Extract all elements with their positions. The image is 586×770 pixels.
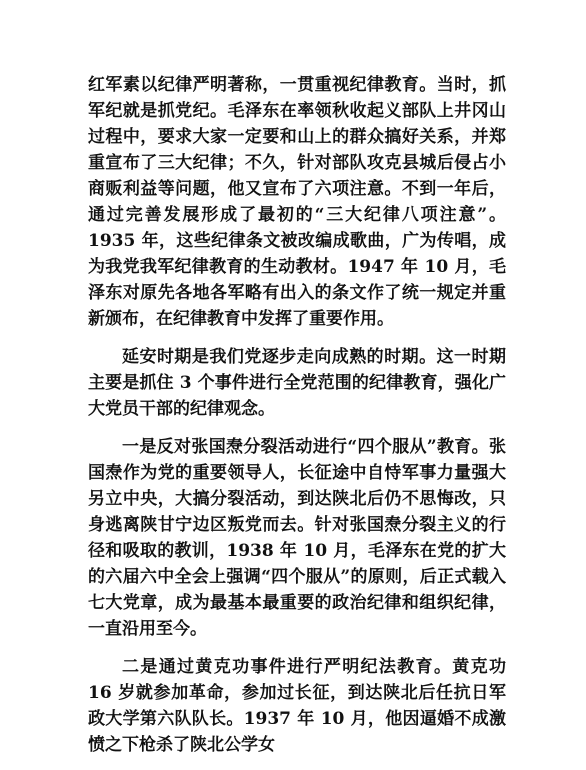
paragraph-huang-kegong: 二是通过黄克功事件进行严明纪法教育。黄克功 16 岁就参加革命，参加过长征，到达陕北后任抗日军政大学第六队队长。1937 年 10 月，他因逼婚不成激愤之下枪杀了陕北公学女: [88, 657, 506, 755]
paragraph-four-obediences: 一是反对张国焘分裂活动进行“四个服从”教育。张国焘作为党的重要领导人，长征途中自恃军事力量强大另立中央，大搞分裂活动，到达陕北后仍不思悔改，只身逃离陕甘宁边区叛党而去。针对张国焘分裂主义的行径和吸取的教训，1938 年 10 月，毛泽东在党的扩大的六届六中全会上强调“四个服从”的原则，后正式载入七大党章，成为最基本最重要的政治纪律和组织纪律，一直沿用至今。: [88, 437, 506, 639]
paragraph-yanan-period: 延安时期是我们党逐步走向成熟的时期。这一时期主要是抓住 3 个事件进行全党范围的纪律教育，强化广大党员干部的纪律观念。: [88, 347, 506, 419]
document-body: [88, 72, 506, 770]
paragraph-discipline-history: 红军素以纪律严明著称，一贯重视纪律教育。当时，抓军纪就是抓党纪。毛泽东在率领秋收起义部队上井冈山过程中，要求大家一定要和山上的群众搞好关系，并郑重宣布了三大纪律；不久，针对部队攻克县城后侵占小商贩利益等问题，他又宣布了六项注意。不到一年后，通过完善发展形成了最初的“三大纪律八项注意”。1935 年，这些纪律条文被改编成歌曲，广为传唱，成为我党我军纪律教育的生动教材。1947 年 10 月，毛泽东对原先各地各军略有出入的条文作了统一规定并重新颁布，在纪律教育中发挥了重要作用。: [88, 75, 506, 329]
